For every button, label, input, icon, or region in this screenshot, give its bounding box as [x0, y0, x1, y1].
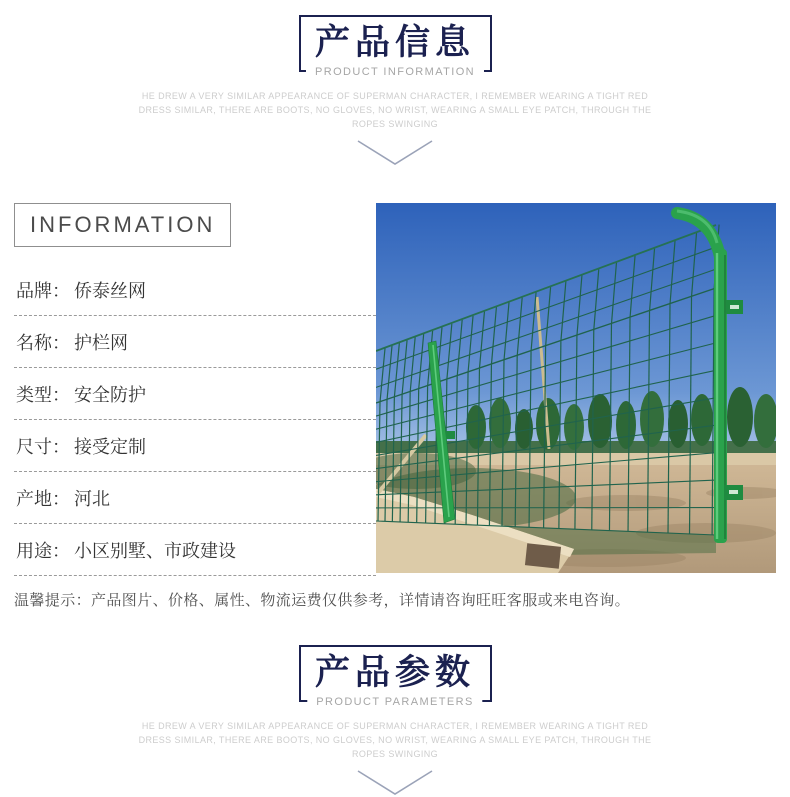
product-photo [376, 203, 776, 573]
product-info-title-box [299, 15, 492, 72]
attribute-value: 接受定制 [74, 437, 146, 457]
attribute-row-brand [14, 264, 376, 316]
attribute-value: 小区别墅、市政建设 [74, 541, 236, 561]
attribute-value: 护栏网 [74, 333, 128, 353]
product-params-subtitle: PRODUCT PARAMETERS [307, 696, 482, 708]
attribute-value: 河北 [74, 489, 110, 509]
information-heading: INFORMATION [14, 203, 231, 247]
attribute-label: 尺寸： [16, 437, 70, 457]
product-params-header [0, 645, 790, 797]
attribute-row-type [14, 368, 376, 420]
attribute-row-origin [14, 472, 376, 524]
information-panel [0, 203, 376, 576]
attribute-label: 产地： [16, 489, 70, 509]
post-bracket [726, 300, 743, 314]
attribute-value: 侨泰丝网 [74, 281, 146, 301]
attribute-label: 类型： [16, 385, 70, 405]
attribute-label: 名称： [16, 333, 70, 353]
post-bracket [446, 431, 455, 439]
product-params-title-box [299, 645, 492, 702]
attribute-label: 用途： [16, 541, 70, 561]
attribute-row-usage [14, 524, 376, 576]
attribute-value: 安全防护 [74, 385, 146, 405]
product-info-title: 产品信息 [301, 17, 490, 69]
attribute-label: 品牌： [16, 281, 70, 301]
notice-text: 温馨提示：产品图片、价格、属性、物流运费仅供参考，详情请咨询旺旺客服或来电咨询。 [14, 589, 790, 610]
main-content [0, 203, 790, 576]
chevron-down-icon [0, 769, 790, 797]
attribute-list [14, 264, 376, 576]
post-bracket [724, 485, 743, 500]
decorative-caption: HE DREW A VERY SIMILAR APPEARANCE OF SUPERMAN CHARACTER, I REMEMBER WEARING A TIGHT RED DRESS SIMILAR, THERE ARE BOOTS, NO GLOVES, NO WRIST, WEARING A SMALL EYE PATCH, THROUGH THE ROPES SWINGING [128, 89, 662, 131]
product-params-title: 产品参数 [301, 647, 490, 699]
product-info-header [0, 0, 790, 167]
chevron-down-icon [0, 139, 790, 167]
product-info-subtitle: PRODUCT INFORMATION [306, 66, 484, 78]
attribute-row-size [14, 420, 376, 472]
attribute-row-name [14, 316, 376, 368]
decorative-caption: HE DREW A VERY SIMILAR APPEARANCE OF SUPERMAN CHARACTER, I REMEMBER WEARING A TIGHT RED DRESS SIMILAR, THERE ARE BOOTS, NO GLOVES, NO WRIST, WEARING A SMALL EYE PATCH, THROUGH THE ROPES SWINGING [128, 719, 662, 761]
